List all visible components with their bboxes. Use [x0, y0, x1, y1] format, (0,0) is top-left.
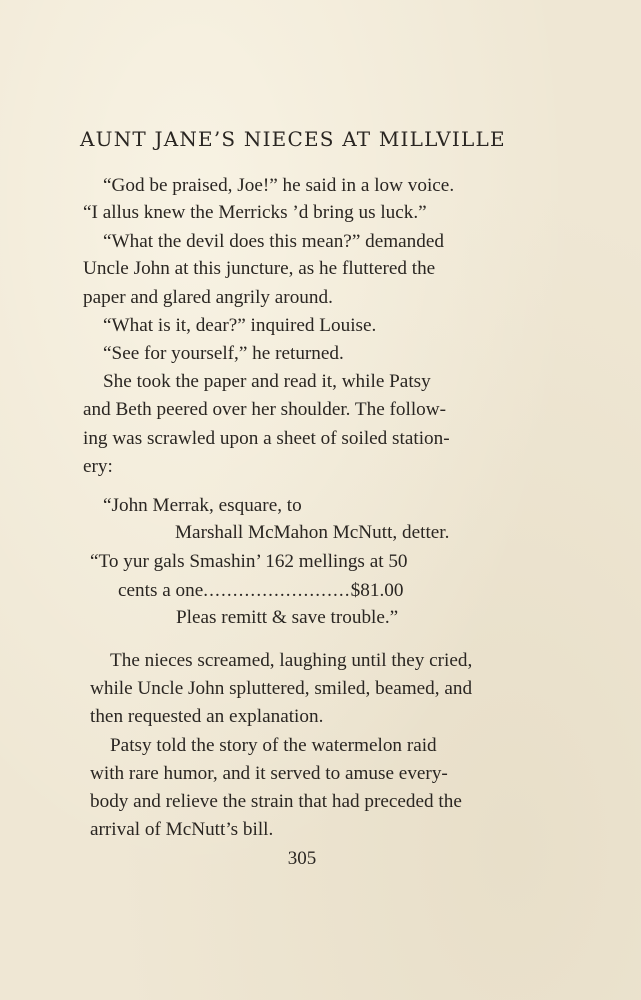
text-line: then requested an explanation. [90, 706, 324, 727]
text-line: while Uncle John spluttered, smiled, beamed, and [90, 678, 473, 699]
text-line: paper and glared angrily around. [83, 287, 333, 308]
text-line: “I allus knew the Merricks ’d bring us luck.” [83, 202, 427, 223]
text-line: Patsy told the story of the watermelon raid [110, 735, 437, 756]
text-line: ery: [83, 456, 113, 477]
text-line: The nieces screamed, laughing until they cried, [110, 650, 473, 671]
text-line: ing was scrawled upon a sheet of soiled station- [83, 428, 450, 449]
text-line: Uncle John at this juncture, as he fluttered the [83, 258, 436, 279]
text-line: with rare humor, and it served to amuse every- [90, 763, 448, 784]
bill-line: Pleas remitt & save trouble.” [176, 607, 399, 628]
bill-item-text: cents a one [118, 580, 204, 601]
text-line: arrival of McNutt’s bill. [90, 819, 274, 840]
text-line: “God be praised, Joe!” he said in a low voice. [103, 175, 455, 196]
bill-line: Marshall McMahon McNutt, detter. [175, 522, 450, 543]
page-number: 305 [287, 848, 317, 869]
running-header: AUNT JANE’S NIECES AT MILLVILLE [80, 127, 506, 151]
text-line: She took the paper and read it, while Patsy [103, 371, 431, 392]
text-line: and Beth peered over her shoulder. The follow- [83, 399, 447, 420]
bill-line [118, 578, 403, 604]
text-line [103, 229, 508, 255]
bill-line: “To yur gals Smashin’ 162 mellings at 50 [90, 551, 408, 572]
dot-leader: ......................... [203, 580, 351, 601]
bill-line: “John Merrak, esquare, to [103, 495, 302, 516]
text-line: “See for yourself,” he returned. [103, 343, 344, 364]
text-line: body and relieve the strain that had preceded the [90, 791, 462, 812]
bill-amount: $81.00 [350, 580, 404, 601]
text-line: “What is it, dear?” inquired Louise. [103, 315, 377, 336]
text-line-content: “What the devil does this mean?” demanded [103, 231, 444, 252]
